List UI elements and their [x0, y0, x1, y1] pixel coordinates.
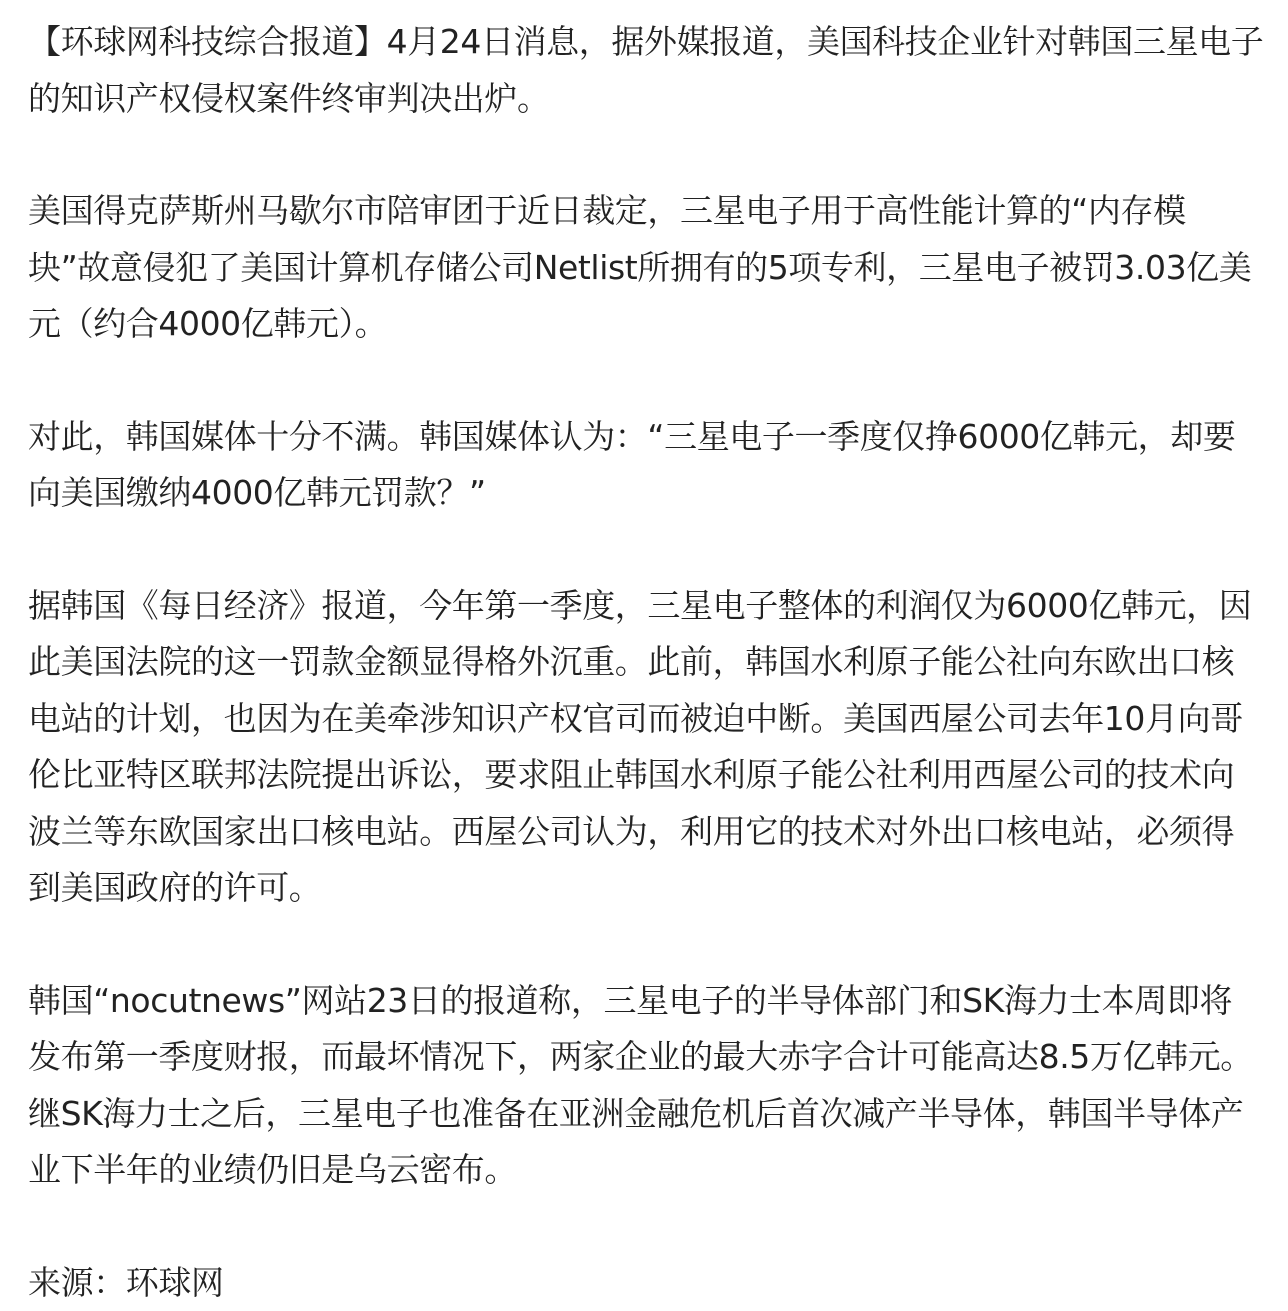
- article-paragraph-verdict: 美国得克萨斯州马歇尔市陪审团于近日裁定，三星电子用于高性能计算的“内存模块”故意侵犯了美国计算机存储公司Netlist所拥有的5项专利，三星电子被罚3.03亿美元（约合4000亿韩元）。: [28, 183, 1264, 353]
- article-paragraph-media-reaction: 对此，韩国媒体十分不满。韩国媒体认为：“三星电子一季度仅挣6000亿韩元，却要向美国缴纳4000亿韩元罚款？”: [28, 409, 1264, 522]
- article-paragraph-outlook: 韩国“nocutnews”网站23日的报道称，三星电子的半导体部门和SK海力士本周即将发布第一季度财报，而最坏情况下，两家企业的最大赤字合计可能高达8.5万亿韩元。继SK海力士之后，三星电子也准备在亚洲金融危机后首次减产半导体，韩国半导体产业下半年的业绩仍旧是乌云密布。: [28, 973, 1264, 1199]
- article-body: [28, 14, 1264, 1311]
- article-paragraph-background: 据韩国《每日经济》报道，今年第一季度，三星电子整体的利润仅为6000亿韩元，因此美国法院的这一罚款金额显得格外沉重。此前，韩国水利原子能公社向东欧出口核电站的计划，也因为在美牵涉知识产权官司而被迫中断。美国西屋公司去年10月向哥伦比亚特区联邦法院提出诉讼，要求阻止韩国水利原子能公社利用西屋公司的技术向波兰等东欧国家出口核电站。西屋公司认为，利用它的技术对外出口核电站，必须得到美国政府的许可。: [28, 578, 1264, 917]
- article-paragraph-lead: 【环球网科技综合报道】4月24日消息，据外媒报道，美国科技企业针对韩国三星电子的知识产权侵权案件终审判决出炉。: [28, 14, 1264, 127]
- article-source: 来源：环球网: [28, 1255, 1264, 1311]
